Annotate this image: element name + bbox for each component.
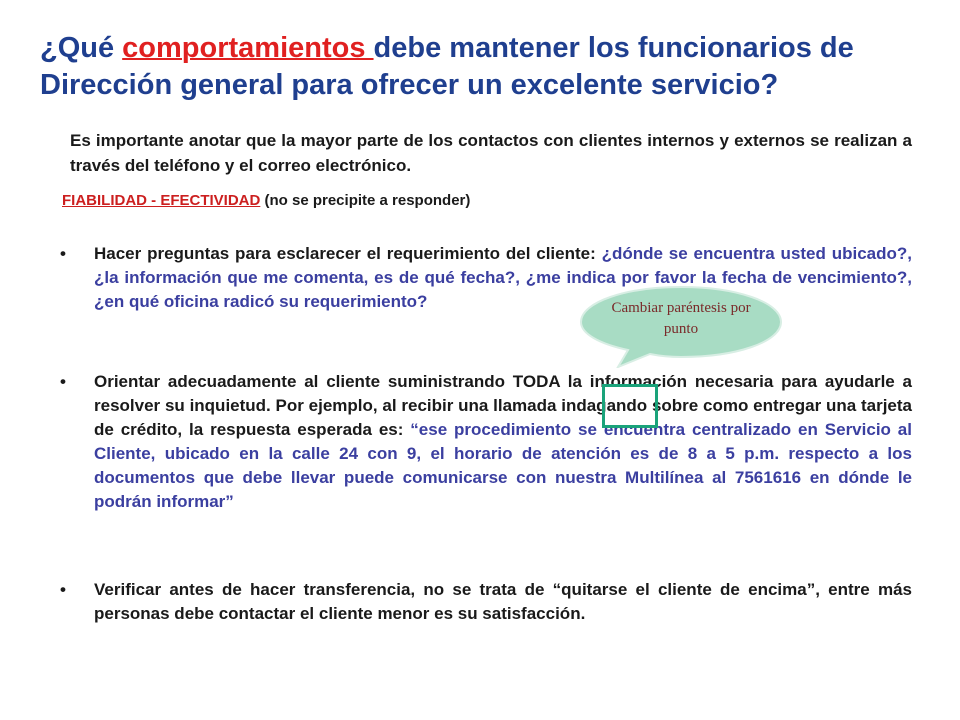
title-highlight: comportamientos [122,32,374,64]
bullet-text-2 [94,370,912,514]
bullet-example-1: ¿dónde se encuentra usted ubicado?, ¿la información que me comenta, es de qué fecha?, ¿me indica por favor la fecha de vencimiento?, ¿en qué oficina radicó su requerimiento? [94,244,912,311]
section-heading [62,192,470,209]
slide-title [40,30,940,104]
bullet-item-2 [60,370,912,514]
title-prefix: ¿Qué [40,32,123,64]
bullet-lead-2: Orientar adecuadamente al cliente suministrando TODA la información necesaria para ayudarle a resolver su inquietud. Por ejemplo, al recibir una llamada indagando sobre como entregar una tarjeta de crédito, la respuesta esperada es: [94,372,912,439]
bullet-dot: • [60,372,66,391]
section-heading-note: (no se precipite a responder) [260,192,471,209]
intro-paragraph: Es importante anotar que la mayor parte de los contactos con clientes internos y externos se realizan a través del teléfono y el correo electrónico. [70,131,912,175]
section-heading-label: FIABILIDAD - EFECTIVIDAD [62,192,261,209]
bullet-lead-3: Verificar antes de hacer transferencia, no se trata de “quitarse el cliente de encima”, entre más personas debe contactar el cliente menor es su satisfacción. [94,580,912,623]
bullet-lead-1: Hacer preguntas para esclarecer el requerimiento del cliente: [94,244,602,263]
bullet-item-1 [60,242,912,314]
callout-text: Cambiar paréntesis por punto [611,300,751,337]
bullet-example-2: “ese procedimiento se encuentra centralizado en Servicio al Cliente, ubicado en la calle 24 con 9, el horario de atención es de 8 a 5 p.m. respecto a los documentos que debe llevar puede comunicarse con nuestra Multilínea al 7561616 en dónde le podrán informar” [94,420,912,511]
selection-marker[interactable] [602,384,658,428]
bullet-text-1 [94,242,912,314]
comment-callout[interactable] [578,284,784,368]
bullet-item-3 [60,578,912,626]
bullet-dot: • [60,580,66,599]
title-suffix: debe mantener los funcionarios de Dirección general para ofrecer un excelente servicio? [40,32,854,101]
bullet-dot: • [60,244,66,263]
bullet-text-3 [94,578,912,626]
